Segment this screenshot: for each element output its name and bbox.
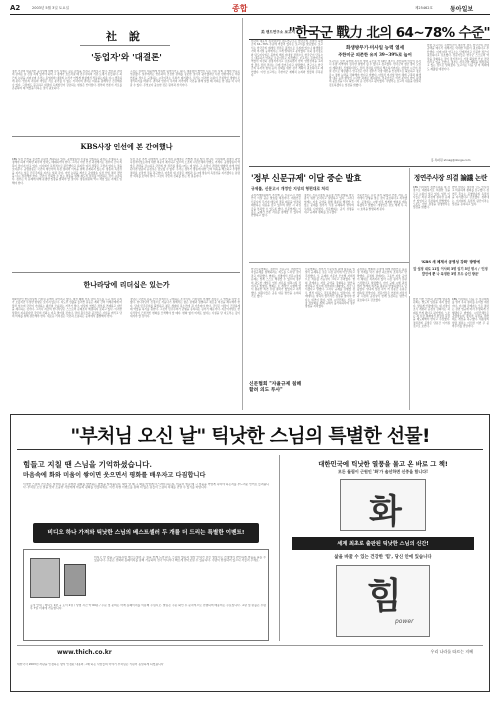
ad-intro-line-2: 마음속에 화와 미움이 쌓이면 웃으면서 평화를 배우자고 다짐합니다 <box>23 472 206 479</box>
video-cover <box>30 558 60 598</box>
editorial-title-2: KBS사장 인선에 본 간여했나 <box>80 142 173 151</box>
ad-event-banner-text: 비디오 하나 가져와 틱낫한 스님의 베스트셀러 두 개를 더 드리는 특별한 이벤트! <box>47 529 245 536</box>
ad-footer <box>17 645 483 659</box>
book-him <box>336 565 430 637</box>
video-cover-2 <box>64 564 86 596</box>
editorial-body-6: 정당은 국민의 뜻을 모아 정책으로 구현하는 조직이다. 리더십이 부재한 정당은 그 역할을 다할 수 없다. 한나라당이 진정으로 거듭나기 위해서는 낡은 관행과 결별하고 새로운 비전을 제시해야 한다. 당내 민주주의를 확립하고 젊은 세대의 목소리에 귀 기울여야 한다. 국민은 야당이 건강하게 제 역할을 하기를 원한다. 그것이 민주주의가 균형을 유지하는 길이기 때문이다. 지금이야말로 한나라당이 근본적인 변화를 모색해야 할 때다. 변화 없이 미래도 없다는 사실을 당 지도부는 깊이 새겨야 할 것이다. <box>130 298 240 319</box>
main-byline: 홍 특파원 shnag@donga.com <box>431 158 471 162</box>
editorial-body-2: 그것은 권력이 대중에게 약속한 원칙이기도 하다. 대통령의 발언이 나온 이후 사회 각계의 반응은 엇갈렸다. 일부에서는 언론과의 건전한 관계를 강조한 것이라 평가했지만 다른 한편에서는 비판 언론을 적으로 규정하는 시각이라는 우려가 제기됐다. 우리는 이러한 논란이 건설적인 방향으로 정리되기를 바란다. 권력과 언론이 각자의 자리에서 국민을 위해 일할 때 사회는 한 걸음 더 나아갈 수 있다. 무엇보다 중요한 것은 원칙과 상식이다. <box>130 70 240 87</box>
story-right-lower <box>409 296 490 410</box>
book-him-title: 힘 <box>367 575 402 617</box>
main-story <box>249 18 490 166</box>
issue-number: 제25462호 <box>415 6 433 10</box>
book-hwa <box>340 479 426 531</box>
main-body-3: 한편 보고서는 주한미군이 철수할 경우 한국군의 전력 공백을 메우기 위해서는 막대한 비용이 필요하다고 추산했다. 이에 따라 연구소는 단계적이고 신중한 접근이 필요하다고 강조했다. 전문가들은 한국군 스스로의 역량을 강화하는 것이 장기적으로 가장 확실한 안보 전략이라고 입을 모았다. 정부는 자주국방 계획을 재점검하고 있는 것으로 알려졌다. 보고서는 다음 달 미 의회에도 제출될 예정이다. <box>427 44 489 71</box>
issue-date: 2003년 5월 3일 토요일 <box>32 6 69 10</box>
story2-body-3: 전문가들은 시장 질서 확립과 언론 자유 사이에서 균형을 찾는 것이 중요하다고 지적했다. 공정위는 시행 이후 업계와 협의를 계속하겠다고 밝혔다. 개정안은 관보 게재 후 즉시 효력을 발생하게 된다. <box>357 194 407 211</box>
main-sub-deck: 주한미군 의존한 유지 39~39%로 늘어 <box>338 52 412 57</box>
product-info: 비디오 한 편을 구입하시면 베스트셀러 두 권을 함께 드립니다. 스님의 법문과 명상 안내가 담긴 영상으로 가정에서 편안하게 마음을 돌볼 수 있습니다. 주문은 전화와 홈페이지를 통해 가능하며 전국 어디서나 빠르게 받아보실 수 있습니다. 수량이 한정되어 있으니 서둘러 주세요. <box>94 556 266 563</box>
ad-book2-sub: 삶을 바꿀 수 있는 건강한 '힘', 당신 안에 있습니다 <box>334 555 432 560</box>
main-body-1: 미국의 대표적 싱크탱크인 랜드연구소는 한국군의 전력이 북한군의 64~78% 수준에 머물러 있다는 보고서를 발표했다. 보고서는 한국군의 재래식 전력은 질적으로 우위에 있으나 화생방무기와 미사일 능력에서는 크게 열세라고 분석했다. 특히 장사정포와 탄도미사일은 북한의 핵심 비대칭 전력으로 한국군이 단독으로 대응하기 어려운 수준이라고 지적했다. 보고서는 주한미군의 역할이 여전히 결정적이라고 강조하면서 한미 연합전력을 고려할 경우 전력 격차는 크게 줄어든다고 설명했다. 연구소는 한국군의 독자적 방위 능력 강화를 위한 장기 계획이 필요하다고 제언했다. 이번 보고서는 주한미군 재배치 논의와 맞물려 주목된다. <box>251 40 323 78</box>
ad-headline: "부처님 오신 날" 틱낫한 스님의 특별한 선물! <box>70 425 430 447</box>
story-kbs-president <box>409 168 490 294</box>
ad-right-top: 대한민국에 틱낫한 열풍을 몰고 온 바로 그 책! <box>318 460 448 468</box>
story4-body-2: 신문협회는 정부가 신문사의 판매 활동을 일일이 규제하는 것은 시장 원리에 어긋난다고 주장했다. 또 규제의 기준이 모호해 자의적으로 적용될 가능성이 크다고 우려했다. 협회 관계자는 자율 규약을 강화하는 방안을 마련하고 있으며 정부와의 대화에도 적극 나서겠다고 말했다. 그러나 규제를 강행할 경우 법적 대응도 검토하겠다는 입장이다. 학계에서는 양측이 합리적인 접점을 찾아야 한다는 의견이 많다. 일부 시민단체는 신문시장 정상화를 위해 규제가 불가피하다며 정부 방침을 지지했다. <box>305 268 355 309</box>
editorial-body-5: 제1야당인 한나라당의 리더십 공백이 길어지고 있다. 대선 패배 이후 당의 진로를 두고 여러 논의가 오갔지만 뚜렷한 방향은 보이지 않는다. 지도부 선출을 둘러싼 갈등은 계파 간의 이해관계에 머물러 있으며 국민이 기대하는 쇄신의 모습과는 거리가 멀다. 야당의 역할은 정부를 견제하고 대안을 제시하는 것이다. 그러나 지금의 한나라당은 스스로의 문제조차 해결하지 못하고 있다. 이러한 상황이 지속된다면 국민의 신뢰는 더욱 멀어질 것이다. 당의 원로들과 중진들은 사심을 버리고 당의 미래를 위해 결단해야 한다. 새로운 리더십은 국민과 소통하는 능력에서 출발해야 한다. <box>12 298 122 319</box>
ad-footer-tag: 우리 나라를 따르는 지혜 <box>430 649 473 654</box>
paper-name: 동아일보 <box>450 6 474 13</box>
right-lower-body-2: KBS 이사회는 다음 주 임시회의를 열어 후속 절차를 논의할 예정이다. 이사회 관계자는 모든 절차는 관련 법규에 따라 투명하게 진행됐다고 밝혔다. 시민단체들은 공영방송의 정치적 독립을 위한 제도 개선을 촉구했다. 대통령의 임명 절차는 이르면 이번 주 중 마무리될 전망이다. <box>452 298 489 329</box>
ad-intro-line-1: 힘들고 지칠 땐 스님을 기억하셨습니다. <box>23 460 152 469</box>
book-him-en: power <box>395 618 414 625</box>
ad-event-banner <box>33 523 259 543</box>
sidebar-notice-text: 앞 설정 대로 11일 이사회 3명 임기 5년 명시 / '인정 발언에 뿐 나 특정한 3명 모두 승인 방문' <box>413 267 488 276</box>
editorial-masthead: 社 說 <box>106 30 144 43</box>
editorial-title-3: 한나라당에 리더십은 있는가 <box>83 280 170 289</box>
video-product-box <box>23 549 269 641</box>
ad-right-panel <box>279 455 485 641</box>
book-hwa-title: 화 <box>369 492 402 532</box>
story3-body-2: 반면 야당은 정부의 코드 인사라고 비판하며 철회를 요구했다. 정연주 후보는 공영방송의 독립성을 지키겠다고 강조했다. 청와대는 이사회의 독립적 판단이라는 입장을 유지하고 있다. <box>452 186 489 207</box>
ad-intro-text: 틱낫한 스님의 가르침은 일상의 순간 속에서 평화를 발견하는 방법을 알려줍니다. 화가 날 때 그 화를 어떻게 다스려야 하는지, 미움이 생길 때 그 미움을 어떻게 녹여야 하는지를 부드러운 언어로 들려줍니다. 부처님 오신 날을 맞아 소중한 사람에게 마음의 평화를 선물하세요. 이번 특별 이벤트를 통해 더 많은 분들이 스님의 지혜를 만날 수 있기를 바랍니다. <box>23 483 269 490</box>
ad-left-panel <box>17 455 275 641</box>
ad-section <box>10 414 490 692</box>
right-lower-body-1: 한편 이번 인선과 관련해 방송위원회는 별도의 입장을 내지 않았다. 방송계 안팎에서는 새 사장이 조직 개편과 공정성 강화라는 과제를 안게 됐다고 평가했다. 노조는 새 사장 체제에서 편성권 독립을 제도화해야 한다고 주장했다. 정치권의 공방은 당분간 이어질 것으로 보인다. <box>413 298 450 329</box>
story3-headline: 정연주사장 의결 論議 논란 <box>413 174 488 182</box>
story3-body-1: KBS 이사회가 정연주씨를 새 사장으로 제청하기로 의결한 것을 두고 논란이 일고 있다. 일부 이사들은 의결 과정에 절차상 문제가 있었다고 주장하며 반발했다. 노조는 이번 결정을 환영한다는 입장을 밝혔다. <box>413 186 450 210</box>
main-headline: "한국군 戰力 北의 64~78% 수준" <box>288 25 490 41</box>
editorial-title-1: '동업자'와 '대결론' <box>91 53 162 63</box>
story-newspaper-regulation <box>249 168 407 260</box>
story4-body-left: 한국신문협회는 정부의 신문고시 개정안이 자율규제를 침해하려는 의도를 드러낸 것이라고 비판했다. 협회는 성명에서 신문시장의 문제는 업계 스스로 해결할 수 있으며 정부의 과도한 개입은 언론 자유를 위축시킬 것이라고 밝혔다. 협회는 또 개정안 시행에 앞서 충분한 의견 수렴 절차가 없었다고 지적했다. 회원사들은 공동 대응 방안을 논의하기로 했다. <box>251 268 301 299</box>
story2-body-2: 정부는 신문시장의 불공정 거래 관행을 바로잡기 위한 조치라고 설명하고 있다. 그러나 업계는 자율 규약을 통해 충분히 해결할 수 있는 문제를 정부가 직접 규제하려 한다며 우려를 나타냈다. 신문협회는 공식 성명을 내고 규제의 철회를 요구했다. <box>304 194 354 215</box>
ad-footnote: 대한국사 2003년 자판을 인정하는 방식 인정된 내용의 그때 하는 사람들의 이야기 부처님은 기원이 동일하게 되었습니다 <box>17 663 164 666</box>
main-kicker: 美 랜드연구소 보고서 <box>261 30 295 34</box>
ad-footer-url[interactable]: www.thich.co.kr <box>57 649 112 656</box>
ad-book2-banner-text: 세계 최초로 출판된 틱낫한 스님의 신간! <box>337 541 429 547</box>
story4-body-3: 공정위는 협회의 주장에 대해 개정안은 불공정 거래를 막기 위한 최소한의 조치라고 반박했다. 공정위 관계자는 그동안 자율 규약이 제대로 지켜지지 않아 시장 질서가 혼란스러웠다고 설명했다. 이어 규제 시행 과정에서 업계의 의견을 충분히 반영하겠다고 덧붙였다. 양측의 입장 차가 커 당분간 논란은 계속될 전망이다. 전문가들은 언론의 자율성과 시장의 공정성이 함께 보장되는 방안이 필요하다고 강조했다. <box>357 268 407 302</box>
editorial-body-4: 사장 후보 추천 과정에서 드러난 여러 문제점은 가볍게 넘길 일이 아니다. 이사회의 결정이 과연 독립적이었는지에 대한 의문이 제기되고 있으며 노조와 시민단체의 반발도 거세다. 공영방송의 역할은 권력을 감시하고 국민의 알 권리를 충족시키는 데 있다. 그 수장이 권력의 영향력 아래 선임된다면 방송의 공정성은 담보될 수 없다. 우리는 정부가 방송에 대한 간여 의혹을 해소하고 투명한 절차를 보장할 것을 촉구한다. 아울러 새 사장은 취임과 동시에 방송의 독립성을 지키겠다는 분명한 의지를 보여야 한다. 그것이 국민의 신뢰를 얻는 첫 걸음이다. <box>130 158 240 179</box>
story-newspaper-assoc <box>249 264 407 410</box>
editorial-section <box>10 18 243 410</box>
story2-deck: 규제률, 신문고시 개정안 지상의 형편대로 처리 <box>251 186 329 191</box>
ad-book2-banner <box>292 537 474 550</box>
sidebar-notice-title: 'KBS 새 체제서 공영성 강화' 방향에 <box>421 260 480 264</box>
page-number: A2 <box>10 4 21 12</box>
section-name: 종합 <box>232 3 248 13</box>
product-details: 구성 안내 : 비디오 1편 + 도서 2권 / 상영 시간 약 60분 / 주문 및 문의는 아래 홈페이지를 이용해 주십시오. 발송은 주문 확인 후 순차적으로 진행되며 배송비는 무료입니다. 교환 및 환불은 수령 후 7일 이내에 가능합니다. <box>30 604 266 611</box>
story4-headline: 신문협회 "자율규제 침해할려 의도 투사" <box>249 382 302 393</box>
main-body-2: 보고서는 또한 북한의 특수전 병력 규모를 약 10만 명으로 추산하며 이들이 유사시 후방 지역에서 심각한 위협이 될 수 있다고 경고했다. 한국군의 첨단 장비 도입이 계획대로 진행되더라도 전력 격차를 완전히 해소하기까지는 상당한 시간이 걸릴 것으로 예상됐다. 연구진은 한국 정부가 국방 예산을 안정적으로 확보하고 정보 감시 정찰 능력을 강화해야 한다고 밝혔다. 아울러 미사일 방어 체계 구축과 화생방 대응 능력 향상이 시급한 과제로 제시됐다. 전문가들은 이번 분석이 한미 동맹의 중요성을 다시 확인시켜 준 것이라고 평가했다. 국방부는 보고서 내용을 면밀히 검토하겠다는 입장을 밝혔다. <box>329 60 421 87</box>
ad-right-sub: 모든 돌림이 근원인 '화'가 솔선하면 신중을 합니다! <box>338 469 428 474</box>
main-sub-title: 화생방무기·미사일 능력 열세 <box>345 46 405 51</box>
editorial-body-1: 정부 기관의 대중적인 움직임에 대해 우리 사회는 깊은 관심을 가지고 지켜보고 있다. 언론과 권력의 관계는 늘 긴장 속에 있어야 하며 그 경계가 흐트러질 때 민주주의의 기본 토대가 흔들린다. 최근의 논란을 지켜보며 우리는 동업자와 대결의 논리가 어떻게 현실에서 작동하는지를 다시 생각하게 된다. 언론의 자유와 책임은 서로 분리될 수 없는 가치이며 권력은 비판을 통해서만 건강해질 수 있다. 그럼에도 불구하고 대결의 프레임만이 강조되는 현실은 안타깝다. 정부와 언론이 서로를 존중하며 제 역할을 다하는 것이 필요하다. <box>12 70 122 91</box>
editorial-body-3: KBS 사장 인선을 둘러싼 논란이 계속되고 있다. 공영방송의 수장을 선임하는 과정은 투명하고 공정해야 하며 어떠한 외부의 압력도 배제되어야 한다. 그러나 이번 인선 과정에서는 정부의 간여 의혹이 끊이지 않고 있다. 이사회가 독립적으로 판단했다고 하지만 여러 정황은 그렇지 않다는 점을 보여준다. 공영방송은 국민의 재산이며 특정 정파의 이익을 위해 존재하지 않는다. 방송의 독립성을 지키는 일은 민주주의를 지키는 일과 같다. 이번 논란을 계기로 공영방송 사장 선임 절차 전반을 다시 점검해야 한다. 국민이 신뢰할 수 있는 방송을 위해 제도적 장치를 마련하는 것이 시급하다. 정부는 이 문제에 대해 분명한 입장을 밝혀야 할 것이다. 방송위원회 역시 책임 있는 자세로 임해야 한다. <box>12 158 122 185</box>
page-header <box>10 3 490 15</box>
story2-headline: '정부 신문규제' 이달 중순 발효 <box>251 174 362 184</box>
story2-body-1: 공정거래위원회가 추진해 온 신문고시 개정안이 이달 중순 발효될 예정이다. 개정안은 신문사의 무가지 배포와 경품 제공을 엄격히 제한하는 내용을 담고 있으며 위반 시 과징금을 부과할 수 있도록 했다. 신문업계는 이 같은 규제가 언론 자유를 침해할 수 있다며 반발하고 있다. <box>251 194 301 218</box>
